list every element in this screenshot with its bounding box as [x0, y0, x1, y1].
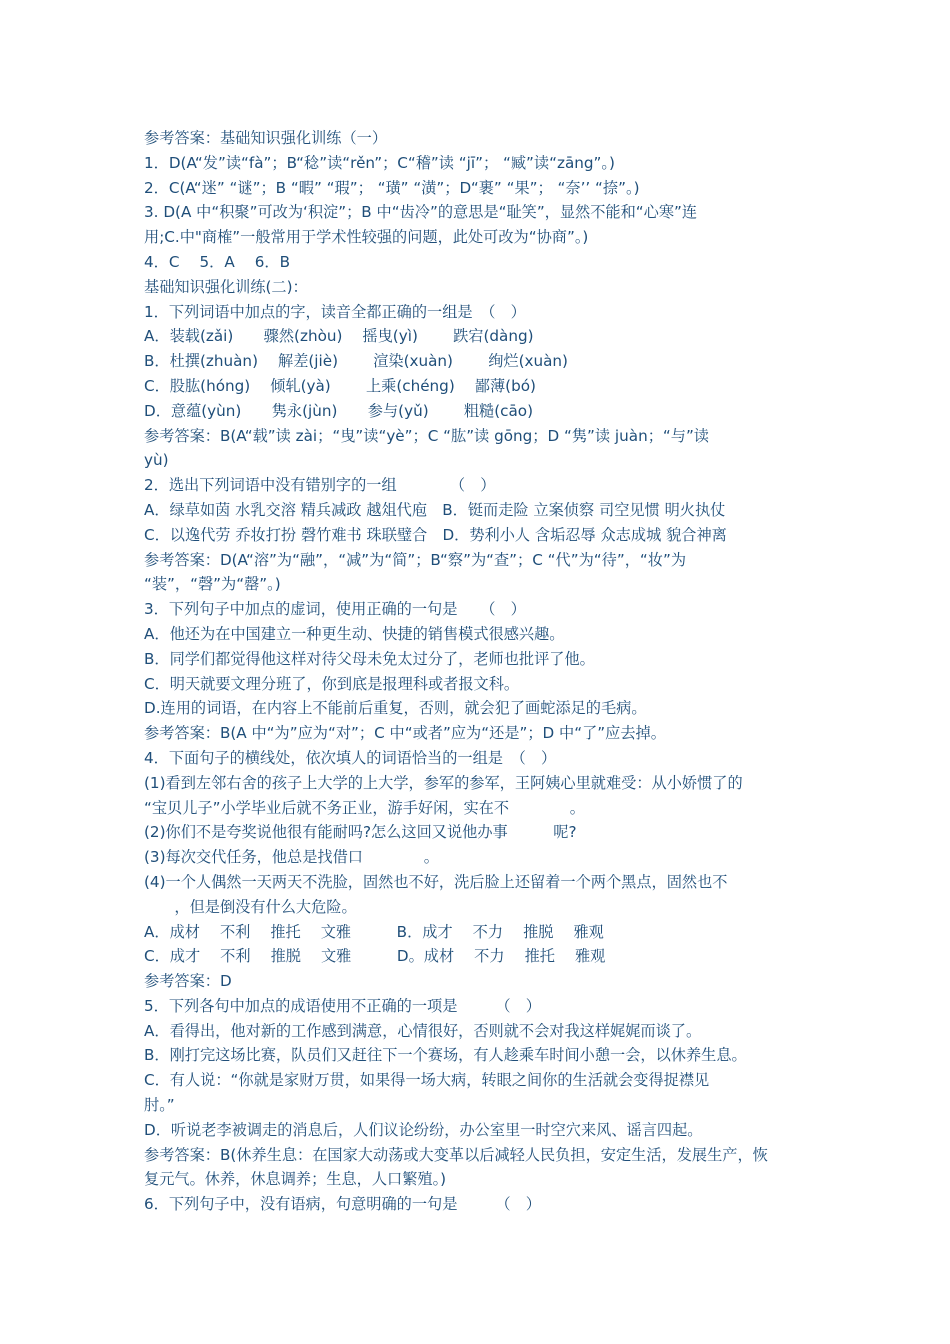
question-2-answer-cont: “装”，“磬”为“罄”。)	[144, 575, 281, 594]
question-6: 6．下列句子中，没有语病，句意明确的一句是 （ ）	[144, 1195, 541, 1214]
answer-1: 1．D(A“发”读“fà”；B“稔”读“rěn”；C“稽”读 “jī”； “臧”读“zāng”。)	[144, 153, 615, 172]
question-5-option-a: A．看得出，他对新的工作感到满意，心情很好，否则就不会对我这样娓娓而谈了。	[144, 1021, 702, 1040]
question-2-answer: 参考答案：D(A“溶”为“融”，“减”为“简”；B“察”为“查”；C “代”为“待”，“妆”为	[144, 550, 687, 569]
question-1: 1．下列词语中加点的字，读音全都正确的一组是 （ ）	[144, 302, 526, 321]
answer-2: 2．C(A“迷” “谜”；B “暇” “瑕”； “璜” “潢”；D“裹” “果”； “奈’’ “捺”。)	[144, 178, 640, 197]
question-4: 4．下面句子的横线处，依次填人的词语恰当的一组是 （ ）	[144, 748, 557, 767]
question-4-answer: 参考答案：D	[144, 972, 232, 991]
question-3: 3．下列句子中加点的虚词，使用正确的一句是 （ ）	[144, 600, 526, 619]
answer-3: 3. D(A 中“积聚”可改为‘积淀”；B 中“齿冷”的意思是“耻笑”，显然不能和“心寒”连	[144, 203, 698, 222]
question-1-answer-cont: yù)	[144, 451, 169, 470]
question-5-answer: 参考答案：B(休养生息：在国家大动荡或大变革以后减轻人民负担，安定生活，发展生产，恢	[144, 1145, 768, 1164]
question-3-option-a: A．他还为在中国建立一种更生动、快捷的销售模式很感兴趣。	[144, 624, 565, 643]
question-1-answer: 参考答案：B(A“载”读 zài；“曳”读“yè”；C “肱”读 gōng；D “隽”读 juàn；“与”读	[144, 426, 709, 445]
question-4-options-cd: C．成才 不利 推脱 文雅 D。成材 不力 推托 雅观	[144, 947, 606, 966]
question-5-option-c: C．有人说：“你就是家财万贯，如果得一场大病，转眼之间你的生活就会变得捉襟见	[144, 1071, 710, 1090]
question-4-sentence-4: (4)一个人偶然一天两天不洗脸，固然也不好，洗后脸上还留着一个两个黑点，固然也不	[144, 872, 728, 891]
question-3-option-c: C．明天就要文理分班了，你到底是报理科或者报文科。	[144, 674, 520, 693]
question-5-answer-cont: 复元气。休养，休息调养；生息，人口繁殖。)	[144, 1170, 447, 1189]
answer-heading-1: 参考答案：基础知识强化训练（一）	[144, 129, 387, 147]
question-5: 5．下列各句中加点的成语使用不正确的一项是 （ ）	[144, 996, 541, 1015]
question-4-sentence-1-cont: “宝贝儿子”小学毕业后就不务正业，游手好闲，实在不 。	[144, 798, 585, 817]
question-5-option-d: D．听说老李被调走的消息后，人们议论纷纷，办公室里一时空穴来风、谣言四起。	[144, 1120, 703, 1139]
question-3-option-b: B．同学们都觉得他这样对待父母未免太过分了，老师也批评了他。	[144, 649, 595, 668]
question-4-options-ab: A．成材 不利 推托 文雅 B．成才 不力 推脱 雅观	[144, 922, 604, 941]
section-heading-2: 基础知识强化训练(二)：	[144, 277, 308, 296]
question-1-option-a: A．装载(zǎi) 骤然(zhòu) 摇曳(yì) 跌宕(dàng)	[144, 327, 534, 346]
question-1-option-b: B．杜撰(zhuàn) 解差(jiè) 渲染(xuàn) 绚烂(xuàn)	[144, 352, 568, 371]
question-4-sentence-4-cont: ，但是倒没有什么大危险。	[144, 897, 357, 916]
question-1-option-c: C．股肱(hóng) 倾轧(yà) 上乘(chéng) 鄙薄(bó)	[144, 376, 536, 395]
question-4-sentence-1: (1)看到左邻右舍的孩子上大学的上大学，参军的参军，王阿姨心里就难受：从小娇惯了的	[144, 773, 743, 792]
answer-4-6: 4．C 5．A 6．B	[144, 252, 290, 271]
question-2: 2．选出下列词语中没有错别字的一组 （ ）	[144, 476, 496, 495]
question-3-answer: 参考答案：B(A 中“为”应为“对”；C 中“或者”应为“还是”；D 中“了”应去掉。	[144, 724, 666, 743]
question-1-option-d: D．意蕴(yùn) 隽永(jùn) 参与(yǔ) 粗糙(cāo)	[144, 401, 534, 420]
question-4-sentence-2: (2)你们不是夸奖说他很有能耐吗?怎么这回又说他办事 呢?	[144, 823, 577, 842]
question-2-options-ab: A．绿草如茵 水乳交溶 精兵减政 越俎代庖 B．铤而走险 立案侦察 司空见惯 明火执仗	[144, 500, 726, 519]
answer-3-cont: 用;C.中"商榷”一般常用于学术性较强的问题，此处可改为“协商”。)	[144, 228, 589, 247]
question-5-option-c-cont: 肘。”	[144, 1096, 175, 1115]
question-2-options-cd: C．以逸代劳 乔妆打扮 磬竹难书 珠联璧合 D．势利小人 含垢忍辱 众志成城 貌合神离	[144, 525, 727, 544]
question-4-sentence-3: (3)每次交代任务，他总是找借口 。	[144, 848, 439, 867]
document-page	[144, 126, 812, 1217]
question-5-option-b: B．刚打完这场比赛，队员们又赶往下一个赛场，有人趁乘车时间小憩一会，以休养生息。	[144, 1046, 747, 1065]
question-3-option-d: D.连用的词语，在内容上不能前后重复，否则，就会犯了画蛇添足的毛病。	[144, 699, 647, 718]
